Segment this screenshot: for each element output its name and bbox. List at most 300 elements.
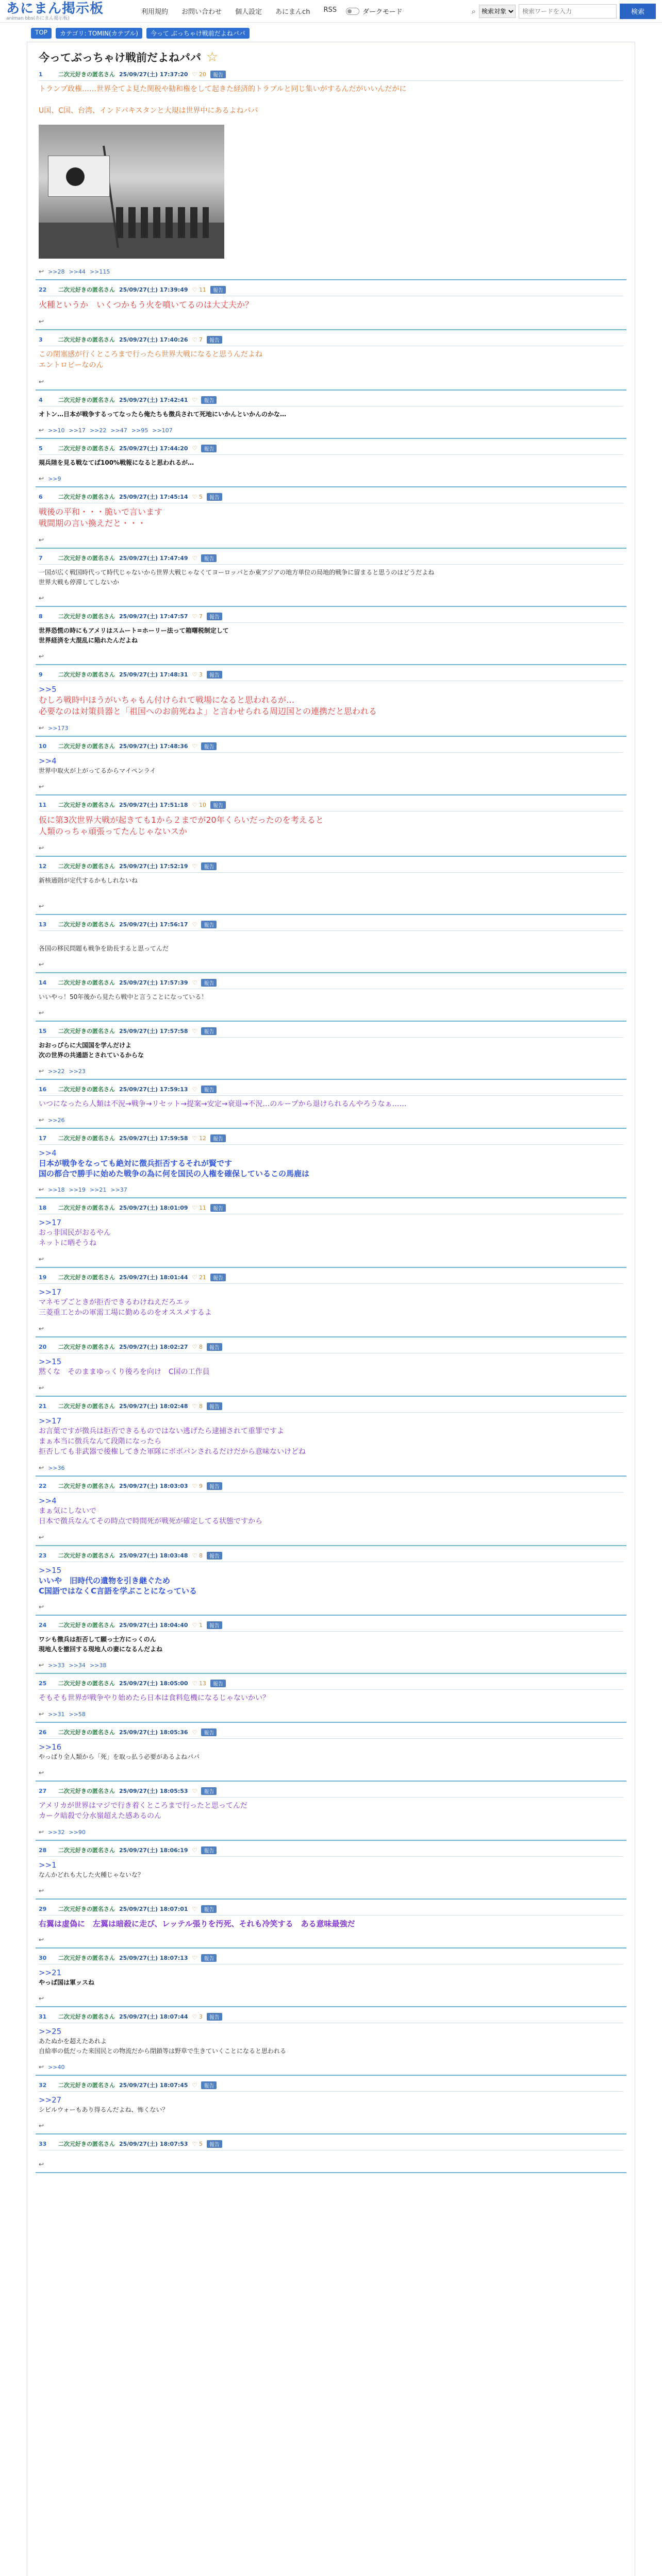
- comment-date: 25/09/27(土) 18:07:45: [119, 2082, 188, 2089]
- reply-links: [39, 650, 623, 664]
- like-button[interactable]: [192, 336, 203, 343]
- reply-icon[interactable]: ↩: [39, 783, 44, 790]
- comment-line: トランプ政権……世界全てよ見た関税や勧和権をして起きた経済的トラブルと同じ集いがするんだがいいんだがに: [39, 85, 407, 93]
- comment-number[interactable]: 10: [39, 742, 47, 750]
- reply-link[interactable]: >>173: [48, 724, 69, 732]
- report-button[interactable]: 報告: [201, 1728, 217, 1736]
- reply-link[interactable]: >>10: [48, 427, 65, 434]
- reply-link[interactable]: >>58: [69, 1710, 86, 1718]
- comment: [36, 915, 626, 973]
- reply-link[interactable]: >>18: [48, 1186, 65, 1193]
- comment-number[interactable]: 19: [39, 1274, 47, 1281]
- like-button[interactable]: [192, 1135, 206, 1142]
- breadcrumb-category[interactable]: カテゴリ: TOMIN(カテブル): [56, 28, 142, 39]
- heart-icon: ♡: [192, 921, 197, 928]
- heart-icon: ♡: [192, 1343, 199, 1350]
- comment-header: [39, 801, 623, 811]
- comment-number[interactable]: 12: [39, 862, 47, 870]
- comment-number[interactable]: 27: [39, 1787, 47, 1794]
- star-icon[interactable]: ☆: [206, 49, 219, 65]
- comment-number[interactable]: 18: [39, 1204, 47, 1211]
- comment-number[interactable]: 14: [39, 979, 47, 986]
- like-button[interactable]: [192, 555, 197, 562]
- dark-mode-toggle[interactable]: [346, 6, 402, 16]
- comment-body: [39, 1739, 623, 1766]
- reply-link[interactable]: >>36: [48, 1464, 65, 1471]
- search-target-select[interactable]: [479, 5, 516, 18]
- like-button[interactable]: [192, 1906, 197, 1912]
- comment-list: [27, 65, 635, 2173]
- reply-anchor[interactable]: >>27: [39, 2095, 62, 2105]
- nav-terms[interactable]: 利用規約: [141, 8, 169, 16]
- reply-icon[interactable]: ↩: [39, 1534, 44, 1541]
- comment-number[interactable]: 24: [39, 1621, 47, 1629]
- reply-icon[interactable]: ↩: [39, 1325, 44, 1332]
- comment-number[interactable]: 30: [39, 1954, 47, 1961]
- reply-link[interactable]: >>107: [152, 427, 173, 434]
- reply-link[interactable]: >>31: [48, 1710, 65, 1718]
- comment-line: 自給率の低だった来国民との物流だから閉鎖等は野草で生きていくことになると思われる: [39, 2047, 287, 2055]
- reply-anchor[interactable]: >>4: [39, 756, 57, 766]
- report-button[interactable]: 報告: [207, 671, 222, 679]
- comment-number[interactable]: 25: [39, 1680, 47, 1687]
- like-button[interactable]: [192, 613, 203, 620]
- reply-anchor[interactable]: >>5: [39, 685, 57, 694]
- heart-icon: ♡: [192, 1680, 199, 1687]
- reply-icon[interactable]: ↩: [39, 378, 44, 385]
- comment-line: おおっぴらに大国国を学んだけよ: [39, 1042, 132, 1049]
- like-button[interactable]: [192, 1847, 197, 1854]
- comment-header: [39, 978, 623, 989]
- report-button[interactable]: 報告: [207, 2013, 222, 2021]
- heart-icon: ♡: [192, 554, 197, 562]
- search-input[interactable]: [519, 4, 617, 19]
- comment-body: [39, 623, 623, 650]
- reply-link[interactable]: >>17: [69, 427, 86, 434]
- comment: [36, 1616, 626, 1674]
- report-button[interactable]: 報告: [207, 2140, 222, 2148]
- reply-link[interactable]: >>47: [110, 427, 127, 434]
- report-button[interactable]: 報告: [207, 1621, 222, 1629]
- comment: [36, 487, 626, 549]
- reply-anchor[interactable]: >>4: [39, 1496, 57, 1505]
- comment-date: 25/09/27(土) 18:01:44: [119, 1274, 188, 1281]
- comment-header: [39, 862, 623, 873]
- report-button[interactable]: 報告: [207, 1552, 222, 1560]
- reply-links: [39, 1006, 623, 1021]
- comment-date: 25/09/27(土) 18:02:27: [119, 1344, 188, 1350]
- reply-anchor[interactable]: >>17: [39, 1287, 62, 1297]
- comment: [36, 1546, 626, 1616]
- comment-number[interactable]: 33: [39, 2140, 47, 2147]
- reply-icon[interactable]: ↩: [39, 1256, 44, 1263]
- comment-header: [39, 1905, 623, 1916]
- report-button[interactable]: 報告: [207, 493, 222, 501]
- comment-number[interactable]: 9: [39, 671, 43, 678]
- comment-number[interactable]: 1: [39, 71, 43, 78]
- comment-number[interactable]: 28: [39, 1846, 47, 1854]
- comment-header: [39, 1085, 623, 1096]
- like-button[interactable]: [192, 1552, 203, 1559]
- reply-icon[interactable]: ↩: [39, 1186, 44, 1193]
- reply-icon[interactable]: ↩: [39, 318, 44, 325]
- comment-line: 次の世界の共通語とされているからな: [39, 1052, 144, 1059]
- reply-icon[interactable]: ↩: [39, 268, 44, 275]
- like-button[interactable]: [192, 1955, 197, 1961]
- comment-date: 25/09/27(土) 17:37:20: [119, 71, 188, 78]
- comment-line: あたぬかを超えたあれよ: [39, 2038, 107, 2045]
- report-button[interactable]: 報告: [201, 445, 217, 452]
- comment-line: 必要なのは対策員器と「祖国へのお前死ねよ」と言わせられる周辺国との連携だと思われる: [39, 706, 377, 716]
- comment-number[interactable]: 16: [39, 1086, 47, 1093]
- like-button[interactable]: [192, 397, 197, 403]
- report-button[interactable]: 報告: [201, 1027, 217, 1035]
- comment-number[interactable]: 3: [39, 336, 43, 343]
- reply-icon[interactable]: ↩: [39, 1384, 44, 1392]
- reply-icon[interactable]: ↩: [39, 595, 44, 602]
- reply-icon[interactable]: ↩: [39, 1828, 44, 1836]
- reply-link[interactable]: >>22: [48, 1067, 65, 1075]
- comment-number[interactable]: 20: [39, 1343, 47, 1350]
- reply-link[interactable]: >>115: [89, 268, 110, 275]
- comment-header: [39, 612, 623, 623]
- comment-number[interactable]: 21: [39, 1402, 47, 1410]
- reply-icon[interactable]: ↩: [39, 1603, 44, 1611]
- comment-body: [39, 1096, 623, 1113]
- report-button[interactable]: 報告: [201, 396, 217, 404]
- comment-line: [39, 934, 623, 944]
- reply-icon[interactable]: ↩: [39, 1662, 44, 1669]
- reply-link[interactable]: >>21: [89, 1186, 107, 1193]
- breadcrumb: [0, 23, 662, 39]
- comment-number[interactable]: 8: [39, 613, 43, 620]
- comment-line: 火種というか いくつかもう火を噴いてるのは大丈夫か？: [39, 300, 254, 310]
- thread-container: [27, 42, 635, 2576]
- report-button[interactable]: 報告: [207, 613, 222, 620]
- comment-line: 一国が広く戦国時代って時代じゃないから世界大戦じゃなくてヨーロッパとか東アジアの地方単位の局地的戦争に留まると思うのはどうだよね: [39, 569, 435, 576]
- reply-link[interactable]: >>95: [131, 427, 148, 434]
- report-button[interactable]: 報告: [210, 286, 226, 294]
- comment-number[interactable]: 13: [39, 921, 47, 928]
- comment-line: 各国の移民問題も戦争を助長すると思ってんだ: [39, 945, 169, 952]
- report-button[interactable]: 報告: [201, 921, 217, 928]
- like-button[interactable]: [192, 2082, 197, 2089]
- comment-number[interactable]: 22: [39, 286, 47, 293]
- comment: [36, 1129, 626, 1198]
- comment-number[interactable]: 23: [39, 1552, 47, 1559]
- nav-animanch[interactable]: あにまんch: [275, 8, 310, 16]
- heart-icon: ♡: [192, 1621, 199, 1629]
- comment-date: 25/09/27(土) 18:01:09: [119, 1205, 188, 1211]
- reply-icon[interactable]: ↩: [39, 475, 44, 482]
- comment-number[interactable]: 15: [39, 1027, 47, 1035]
- like-button[interactable]: [192, 863, 197, 870]
- report-button[interactable]: 報告: [201, 742, 217, 750]
- reply-anchor[interactable]: >>1: [39, 1860, 57, 1870]
- like-button[interactable]: [192, 1274, 206, 1281]
- comment-body: [39, 2092, 623, 2119]
- nav-contact[interactable]: お問い合わせ: [181, 8, 222, 16]
- report-button[interactable]: 報告: [201, 1954, 217, 1962]
- comment-author: 二次元好きの匿名さん: [58, 71, 115, 78]
- comment: [36, 65, 626, 280]
- logo-text[interactable]: あにまん掲示板: [6, 1, 104, 16]
- comment-line: 戦間期の言い換えだと・・・: [39, 518, 146, 528]
- comment-date: 25/09/27(土) 18:05:53: [119, 1788, 188, 1794]
- comment-number[interactable]: 22: [39, 1482, 47, 1489]
- heart-icon: ♡: [192, 71, 199, 78]
- comment-body: [39, 455, 623, 472]
- like-count: 9: [198, 1482, 203, 1489]
- report-button[interactable]: 報告: [201, 1846, 217, 1854]
- reply-anchor[interactable]: >>15: [39, 1357, 62, 1366]
- reply-icon[interactable]: ↩: [39, 2161, 44, 2168]
- comment-body: [39, 1284, 623, 1322]
- comment-author: 二次元好きの匿名さん: [58, 286, 115, 293]
- comment-number[interactable]: 5: [39, 445, 43, 452]
- like-button[interactable]: [192, 979, 197, 986]
- comment-author: 二次元好きの匿名さん: [58, 921, 115, 928]
- comment-header: [39, 1954, 623, 1964]
- report-button[interactable]: 報告: [201, 2081, 217, 2089]
- comment-author: 二次元好きの匿名さん: [58, 1403, 115, 1410]
- comment-line: 三菱重工とかの軍需工場に勤めるのをオススメするよ: [39, 1309, 212, 1317]
- comment-line: 国の都合で勝手に始めた戦争の為に何を国民の人権を確保しているこの馬鹿は: [39, 1169, 310, 1178]
- comment-line: U国、C国、台湾、インドパキスタンと大規は世界中にあるよねパパ: [39, 107, 258, 115]
- report-button[interactable]: 報告: [201, 1905, 217, 1913]
- report-button[interactable]: 報告: [201, 1787, 217, 1795]
- comment-line: いいやっ！50年後から見たら戦中と言うことになっている！: [39, 993, 208, 1001]
- comment-header: [39, 335, 623, 346]
- reply-icon[interactable]: ↩: [39, 961, 44, 968]
- comment-number[interactable]: 7: [39, 554, 43, 562]
- reply-link[interactable]: >>19: [69, 1186, 86, 1193]
- reply-anchor[interactable]: >>15: [39, 1566, 62, 1575]
- reply-link[interactable]: >>40: [48, 2063, 65, 2071]
- comment-body: [39, 1964, 623, 1992]
- comment-line: 人類のっちゃ頑張ってたんじゃないスか: [39, 826, 187, 836]
- reply-links: [39, 780, 623, 794]
- like-count: 8: [198, 1552, 203, 1559]
- reply-link[interactable]: >>34: [69, 1662, 86, 1669]
- like-button[interactable]: [192, 1680, 206, 1687]
- reply-anchor[interactable]: >>17: [39, 1218, 62, 1227]
- comment-author: 二次元好きの匿名さん: [58, 555, 115, 562]
- like-button[interactable]: [192, 286, 206, 293]
- reply-icon[interactable]: ↩: [39, 1009, 44, 1016]
- like-button[interactable]: [192, 1344, 203, 1350]
- comment-number[interactable]: 31: [39, 2013, 47, 2020]
- like-button[interactable]: [192, 1403, 203, 1410]
- reply-icon[interactable]: ↩: [39, 844, 44, 852]
- report-button[interactable]: 報告: [207, 1482, 222, 1490]
- like-button[interactable]: [192, 1028, 197, 1035]
- search-button[interactable]: 検索: [620, 4, 656, 19]
- reply-link[interactable]: >>9: [48, 475, 61, 482]
- comment-header: [39, 1482, 623, 1493]
- comment-author: 二次元好きの匿名さん: [58, 671, 115, 678]
- comment: [36, 1268, 626, 1337]
- report-button[interactable]: 報告: [210, 1274, 226, 1281]
- reply-icon[interactable]: ↩: [39, 1995, 44, 2002]
- like-button[interactable]: [192, 921, 197, 928]
- comment-line: 現地人を撤回する現地人の妻になるんだよね: [39, 1646, 163, 1653]
- reply-anchor[interactable]: >>16: [39, 1742, 62, 1752]
- comment-date: 25/09/27(土) 18:06:19: [119, 1847, 188, 1854]
- toggle-switch[interactable]: [346, 8, 359, 15]
- reply-link[interactable]: >>37: [110, 1186, 127, 1193]
- reply-anchor[interactable]: >>4: [39, 1148, 57, 1158]
- comment-author: 二次元好きの匿名さん: [58, 1955, 115, 1961]
- comment-body: [39, 406, 623, 423]
- report-button[interactable]: 報告: [201, 554, 217, 562]
- comment-author: 二次元好きの匿名さん: [58, 863, 115, 870]
- comment-line: お言葉ですが徴兵は拒否できるものではない逃げたら逮捕されて重罪ですよ: [39, 1427, 284, 1435]
- like-count: 8: [198, 1343, 203, 1350]
- breadcrumb-thread[interactable]: 今って ぶっちゃけ戦前だよねパパ: [146, 28, 250, 39]
- comment: [36, 1723, 626, 1782]
- reply-link[interactable]: >>32: [48, 1828, 65, 1836]
- reply-anchor[interactable]: >>17: [39, 1416, 62, 1426]
- reply-icon[interactable]: ↩: [39, 1116, 44, 1124]
- reply-link[interactable]: >>22: [89, 427, 107, 434]
- reply-icon[interactable]: ↩: [39, 1887, 44, 1894]
- comment-number[interactable]: 26: [39, 1728, 47, 1736]
- comment-line: この閉塞感が行くところまで行ったら世界大戦になると思うんだよね: [39, 350, 262, 359]
- like-button[interactable]: [192, 494, 203, 500]
- report-button[interactable]: 報告: [207, 336, 222, 344]
- report-button[interactable]: 報告: [201, 862, 217, 870]
- comment-date: 25/09/27(土) 17:45:14: [119, 494, 188, 500]
- comment-line: 世界恐慌の時にもアメリはスムート=ホーリー法って箱曙税制定して: [39, 627, 229, 634]
- site-logo[interactable]: [6, 2, 135, 21]
- comment: [36, 2076, 626, 2134]
- reply-links: [39, 265, 623, 279]
- comment-body: [39, 1690, 623, 1707]
- page-title: 今ってぶっちゃけ戦前だよねパパ: [39, 52, 201, 64]
- comment-body: [39, 503, 623, 533]
- comment-author: 二次元好きの匿名さん: [58, 1552, 115, 1559]
- comment-header: [39, 742, 623, 753]
- comment-number[interactable]: 17: [39, 1134, 47, 1142]
- breadcrumb-top[interactable]: TOP: [31, 28, 52, 39]
- reply-link[interactable]: >>28: [48, 268, 65, 275]
- comment-body: [39, 1038, 623, 1064]
- reply-link[interactable]: >>38: [89, 1662, 107, 1669]
- comment-header: [39, 2012, 623, 2023]
- like-button[interactable]: [192, 743, 197, 750]
- reply-icon[interactable]: ↩: [39, 1067, 44, 1075]
- reply-icon[interactable]: ↩: [39, 653, 44, 660]
- reply-icon[interactable]: ↩: [39, 1769, 44, 1776]
- like-button[interactable]: [192, 1205, 206, 1211]
- reply-icon[interactable]: ↩: [39, 1464, 44, 1471]
- heart-icon: ♡: [192, 396, 197, 403]
- like-button[interactable]: [192, 1086, 197, 1093]
- comment-line: やっぱり全人類から「死」を取っ払う必要があるよねパパ: [39, 1753, 200, 1760]
- like-button[interactable]: [192, 802, 206, 808]
- reply-links: [39, 1322, 623, 1336]
- reply-link[interactable]: >>26: [48, 1116, 65, 1124]
- nav-rss[interactable]: RSS: [323, 6, 337, 14]
- like-button[interactable]: [192, 1622, 203, 1629]
- dark-mode-label: ダークモード: [362, 8, 403, 16]
- comment-author: 二次元好きの匿名さん: [58, 1847, 115, 1854]
- like-button[interactable]: [192, 671, 203, 678]
- comment-date: 25/09/27(土) 18:07:13: [119, 1955, 188, 1961]
- reply-icon[interactable]: ↩: [39, 536, 44, 544]
- like-button[interactable]: [192, 2141, 203, 2147]
- comment-author: 二次元好きの匿名さん: [58, 1906, 115, 1912]
- reply-anchor[interactable]: >>25: [39, 2027, 62, 2036]
- comment-line: やっぱ国は軍ッスね: [39, 1979, 95, 1986]
- reply-icon[interactable]: ↩: [39, 903, 44, 910]
- like-button[interactable]: [192, 1788, 197, 1794]
- report-button[interactable]: 報告: [207, 1402, 222, 1410]
- reply-links: [39, 375, 623, 389]
- heart-icon: ♡: [192, 2140, 199, 2147]
- like-button[interactable]: [192, 1483, 203, 1489]
- comment-number[interactable]: 6: [39, 493, 43, 500]
- like-button[interactable]: [192, 445, 197, 452]
- report-button[interactable]: 報告: [210, 1204, 226, 1212]
- report-button[interactable]: 報告: [210, 1680, 226, 1687]
- comment: [36, 1782, 626, 1841]
- like-count: 5: [198, 493, 203, 500]
- report-button[interactable]: 報告: [210, 1134, 226, 1142]
- reply-anchor[interactable]: >>21: [39, 1968, 62, 1977]
- comment-date: 25/09/27(土) 18:07:53: [119, 2141, 188, 2147]
- reply-links: [39, 1252, 623, 1267]
- reply-icon[interactable]: ↩: [39, 1936, 44, 1943]
- like-button[interactable]: [192, 1729, 197, 1736]
- comment-number[interactable]: 32: [39, 2081, 47, 2089]
- comment-number[interactable]: 4: [39, 396, 43, 403]
- comment-date: 25/09/27(土) 18:07:44: [119, 2013, 188, 2020]
- like-count: 7: [198, 613, 203, 620]
- comment-number[interactable]: 29: [39, 1905, 47, 1912]
- comment-body: [39, 2150, 623, 2158]
- comment-header: [39, 1846, 623, 1857]
- reply-link[interactable]: >>23: [69, 1067, 86, 1075]
- reply-icon[interactable]: ↩: [39, 724, 44, 732]
- reply-icon[interactable]: ↩: [39, 427, 44, 434]
- report-button[interactable]: 報告: [201, 1086, 217, 1093]
- report-button[interactable]: 報告: [210, 801, 226, 809]
- comment-image[interactable]: [39, 125, 224, 259]
- header-nav: [141, 6, 337, 16]
- report-button[interactable]: 報告: [207, 1343, 222, 1351]
- reply-link[interactable]: >>90: [69, 1828, 86, 1836]
- like-button[interactable]: [192, 71, 206, 78]
- reply-link[interactable]: >>44: [69, 268, 86, 275]
- heart-icon: ♡: [192, 1134, 199, 1142]
- reply-icon[interactable]: ↩: [39, 1710, 44, 1718]
- like-button[interactable]: [192, 2013, 203, 2020]
- report-button[interactable]: 報告: [210, 71, 226, 78]
- comment-header: [39, 285, 623, 296]
- reply-links: [39, 533, 623, 548]
- reply-link[interactable]: >>33: [48, 1662, 65, 1669]
- reply-icon[interactable]: ↩: [39, 2063, 44, 2071]
- report-button[interactable]: 報告: [201, 979, 217, 987]
- nav-settings[interactable]: 個人設定: [235, 8, 262, 16]
- comment-number[interactable]: 11: [39, 801, 47, 808]
- comment-date: 25/09/27(土) 18:03:03: [119, 1483, 188, 1489]
- reply-links: [39, 1766, 623, 1781]
- heart-icon: ♡: [192, 1905, 197, 1912]
- reply-icon[interactable]: ↩: [39, 2122, 44, 2129]
